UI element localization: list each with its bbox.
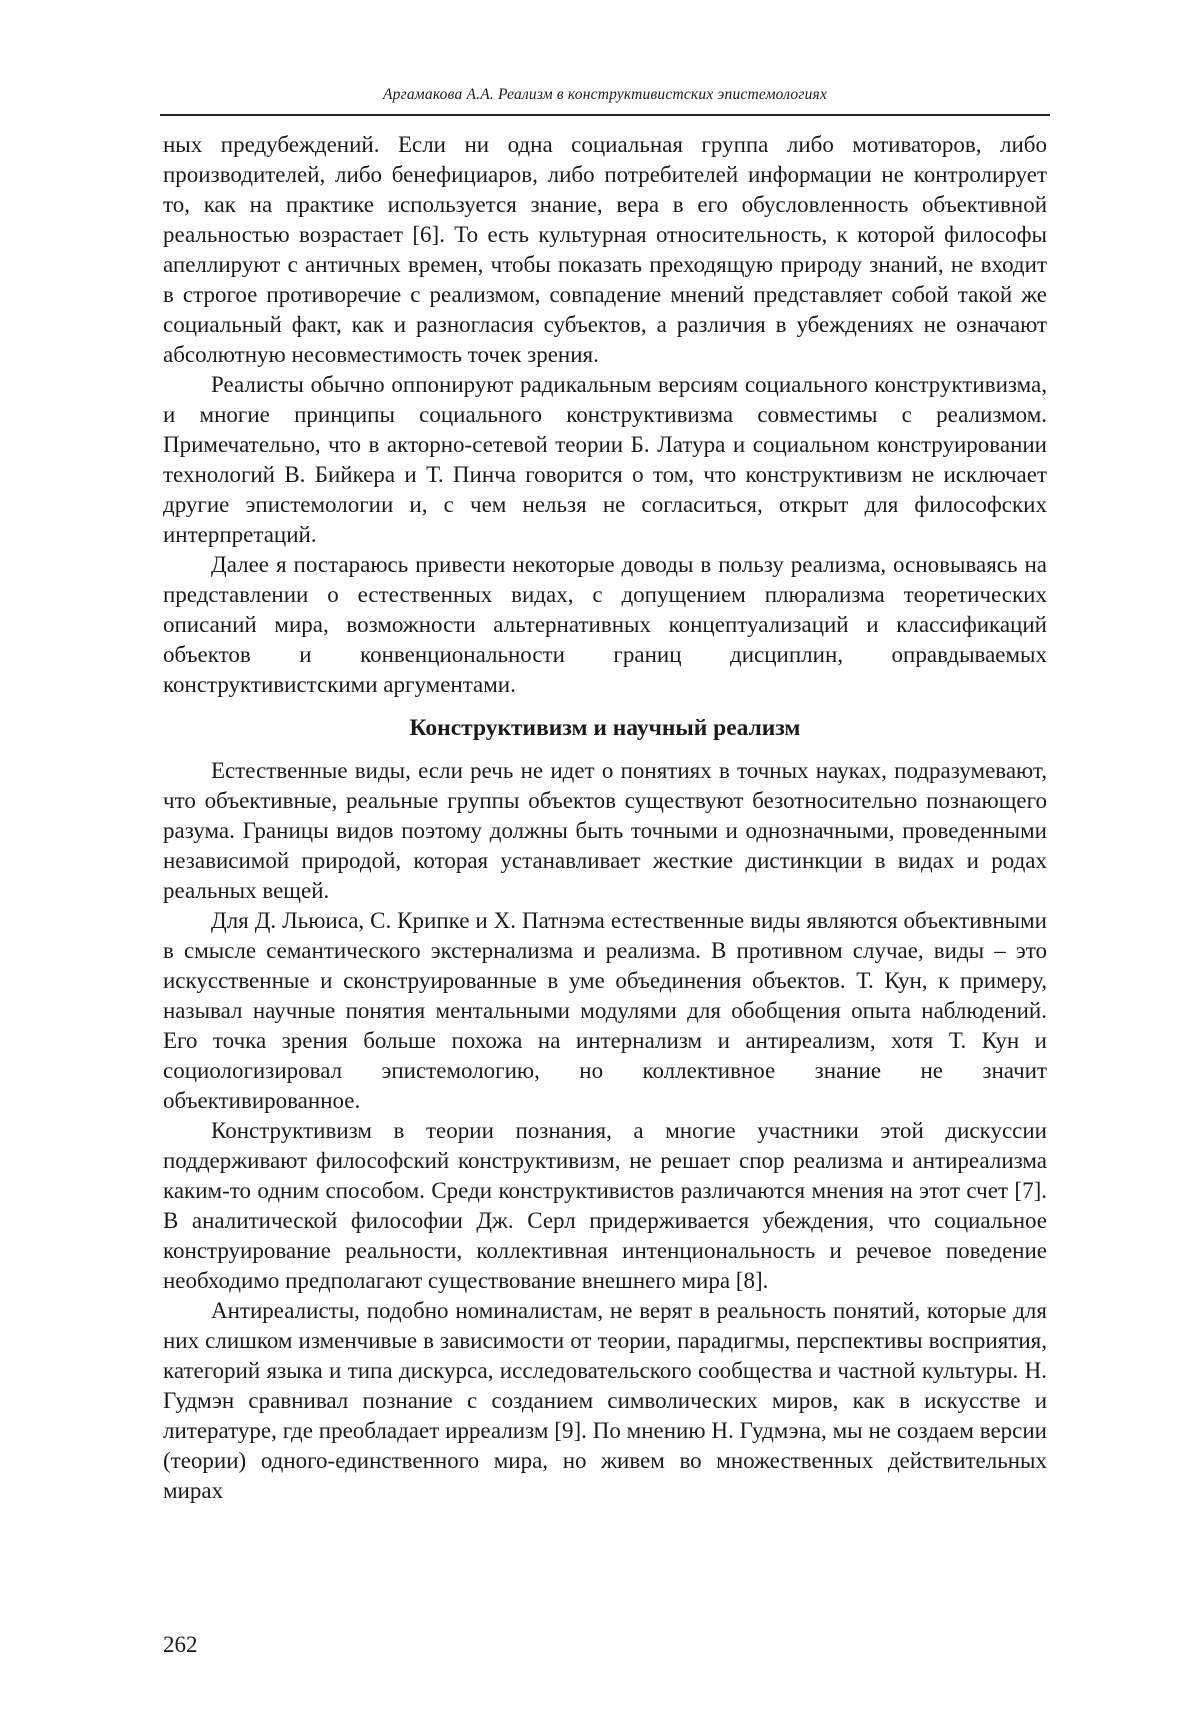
paragraph: Реалисты обычно оппонируют радикальным версиям социального конструктивизма, и многие принципы социального конструктивизма совместимы с реализмом. Примечательно, что в акторно-сетевой теории Б. Латура и социальном конструировании технологий В. Бийкера и Т. Пинча говорится о том, что конструктивизм не исключает другие эпистемологии и, с чем нельзя не согласиться, открыт для философских интерпретаций. [163,372,1047,547]
paragraph: Конструктивизм в теории познания, а многие участники этой дискуссии поддерживают философский конструктивизм, не решает спор реализма и антиреализма каким-то одним способом. Среди конструктивистов различаются мнения на этот счет [7]. В аналитической философии Дж. Серл придерживается убеждения, что социальное конструирование реальности, коллективная интенциональность и речевое поведение необходимо предполагают существование внешнего мира [8]. [163,1118,1047,1293]
paragraph: Антиреалисты, подобно номиналистам, не верят в реальность понятий, которые для них слишком изменчивые в зависимости от теории, парадигмы, перспективы восприятия, категорий языка и типа дискурса, исследовательского сообщества и частной культуры. Н. Гудмэн сравнивал познание с созданием символических миров, как в искусстве и литературе, где преобладает ирреализм [9]. По мнению Н. Гудмэна, мы не создаем версии (теории) одного-единственного мира, но живем во множественных действительных мирах [163,1298,1047,1503]
section-heading: Конструктивизм и научный реализм [409,715,801,741]
page-number: 262 [163,1632,198,1657]
paragraph: Для Д. Льюиса, С. Крипке и Х. Патнэма естественные виды являются объективными в смысле семантического экстернализма и реализма. В противном случае, виды – это искусственные и сконструированные в уме объединения объектов. Т. Кун, к примеру, называл научные понятия ментальными модулями для обобщения опыта наблюдений. Его точка зрения больше похожа на интернализм и антиреализм, хотя Т. Кун и социологизировал эпистемологию, но коллективное знание не значит объективированное. [163,908,1047,1113]
paragraph: Далее я постараюсь привести некоторые доводы в пользу реализма, основываясь на представлении о естественных видах, с допущением плюрализма теоретических описаний мира, возможности альтернативных концептуализаций и классификаций объектов и конвенциональности границ дисциплин, оправдываемых конструктивистскими аргументами. [163,552,1047,697]
running-title: Аргамакова А.А. Реализм в конструктивистских эпистемологиях [382,86,828,103]
article-body [163,130,1047,1506]
header-rule [160,114,1050,116]
paragraph: Естественные виды, если речь не идет о понятиях в точных науках, подразумевают, что объективные, реальные группы объектов существуют безотносительно познающего разума. Границы видов поэтому должны быть точными и однозначными, проведенными независимой природой, которая устанавливает жесткие дистинкции в видах и родах реальных вещей. [163,758,1047,903]
paragraph-continued: ных предубеждений. Если ни одна социальная группа либо мотиваторов, либо производителей, либо бенефициаров, либо потребителей информации не контролирует то, как на практике используется знание, вера в его обусловленность объективной реальностью возрастает [6]. То есть культурная относительность, к которой философы апеллируют с античных времен, чтобы показать преходящую природу знаний, не входит в строгое противоречие с реализмом, совпадение мнений представляет собой такой же социальный факт, как и разногласия субъектов, а различия в убеждениях не означают абсолютную несовместимость точек зрения. [163,132,1047,367]
